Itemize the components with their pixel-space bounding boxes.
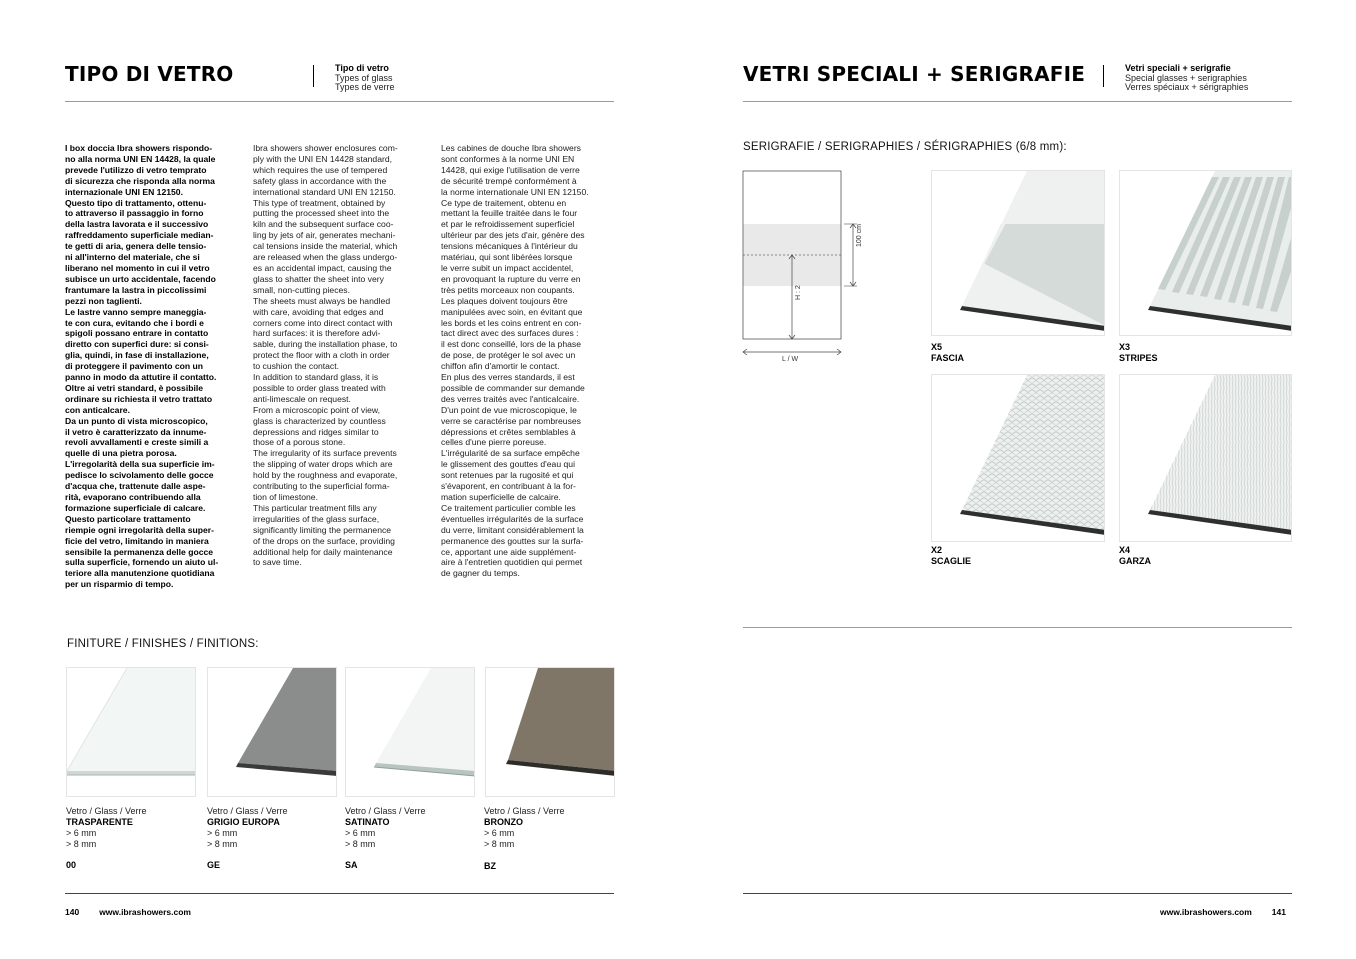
text-line: spigoli possano entrare in contatto: [65, 328, 209, 339]
text-line: il est donc conseillé, lors de la phase: [441, 339, 581, 350]
text-line: celles d'une pierre poreuse.: [441, 437, 547, 448]
text-line: corners come into direct contact with: [253, 317, 393, 328]
text-line: de sécurité trempé conformément à: [441, 175, 577, 186]
text-line: L'irrégularité de sa surface empêche: [441, 448, 580, 459]
subtitle-fr: Verres spéciaux + sérigraphies: [1125, 82, 1249, 93]
page-title-left: TIPO DI VETRO: [65, 62, 234, 86]
text-line: sont retenues par la rugosité et qui: [441, 470, 574, 481]
serigraphy-swatch-scaglie: [931, 374, 1105, 542]
text-line: depressions and ridges similar to: [253, 426, 379, 437]
finish-thickness: > 8 mm: [66, 839, 97, 849]
page-number: 140: [65, 907, 80, 917]
text-line: matériau, qui sont libérées lorsque: [441, 252, 573, 263]
text-line: Les plaques doivent toujours être: [441, 295, 568, 306]
text-line: to save time.: [253, 557, 302, 568]
text-line: s'évaporent, en contribuant à la for-: [441, 481, 576, 492]
text-line: internazionale UNI EN 12150.: [65, 186, 183, 197]
serigraphy-swatch-stripes: [1119, 170, 1292, 336]
finish-thickness: > 6 mm: [66, 828, 97, 838]
finish-caption-trasparente: [66, 806, 147, 850]
finish-swatch-satinato: [345, 667, 475, 797]
text-line: safety glass in accordance with the: [253, 175, 387, 186]
serigraphy-name: GARZA: [1119, 556, 1151, 566]
subtitle-main: Vetri speciali + serigrafie: [1125, 63, 1231, 73]
text-line: per un risparmio di tempo.: [65, 579, 174, 590]
text-line: Ce type de traitement, obtenu en: [441, 197, 567, 208]
text-line: contributing to the superficial forma-: [253, 481, 390, 492]
text-line: la norme internationale UNI EN 12150.: [441, 186, 589, 197]
text-line: to attraverso il passaggio in forno: [65, 208, 204, 219]
subtitle-en: Types of glass: [335, 72, 393, 83]
text-line: Questo particolare trattamento: [65, 513, 191, 524]
serigraphies-heading: SERIGRAFIE / SERIGRAPHIES / SÉRIGRAPHIES (6/8 mm):: [743, 141, 1067, 153]
text-line: protect the floor with a cloth in order: [253, 350, 390, 361]
serigraphy-name: FASCIA: [931, 353, 965, 363]
text-line: permanence des gouttes sur la surfa-: [441, 535, 584, 546]
footer-url[interactable]: www.ibrashowers.com: [1160, 907, 1252, 917]
text-line: This particular treatment fills any: [253, 502, 377, 513]
text-line: The sheets must always be handled: [253, 295, 391, 306]
text-line: D'un point de vue microscopique, le: [441, 404, 577, 415]
text-line: de pose, de protéger le sol avec un: [441, 350, 576, 361]
text-line: significantly limiting the permanence: [253, 524, 392, 535]
text-line: te con cura, evitando che i bordi e: [65, 317, 204, 328]
finish-thickness: > 6 mm: [345, 828, 376, 838]
text-line: ultérieur par des jets d'air, génère des: [441, 230, 585, 241]
text-line: Oltre ai vetri standard, è possibile: [65, 382, 204, 393]
serigraphy-name: STRIPES: [1119, 353, 1158, 363]
finish-thickness: > 6 mm: [207, 828, 238, 838]
text-line: sulla superficie, fornendo un aiuto ul-: [65, 557, 219, 568]
text-line: tact direct avec des surfaces dures :: [441, 328, 579, 339]
text-line: glia, quindi, in fase di installazione,: [65, 350, 209, 361]
finish-name: BRONZO: [484, 817, 523, 827]
fascia-dimension-diagram: [740, 168, 870, 368]
text-line: revoli avvallamenti e creste simili a: [65, 437, 209, 448]
header-rule-right: [743, 101, 1292, 102]
text-line: rità, evaporano contribuendo alla: [65, 492, 201, 502]
text-line: les bords et les coins entrent en con-: [441, 317, 582, 328]
finish-caption-grigio-europa: [207, 806, 288, 850]
text-line: de gagner du temps.: [441, 568, 520, 579]
footer-right: [1160, 907, 1286, 917]
text-line: hard surfaces: it is therefore advi-: [253, 328, 381, 339]
text-line: te getti di aria, genera delle tensio-: [65, 241, 207, 252]
text-line: are released when the glass undergo-: [253, 252, 398, 263]
serigraphy-caption-stripes: [1119, 342, 1158, 364]
text-line: irregularities of the glass surface,: [253, 513, 380, 524]
text-line: with care, avoiding that edges and: [253, 306, 384, 317]
finish-name: TRASPARENTE: [66, 817, 133, 827]
text-line: prevede l'utilizzo di vetro temprato: [65, 164, 207, 175]
text-line: additional help for daily maintenance: [253, 546, 393, 557]
page-title-right: VETRI SPECIALI + SERIGRAFIE: [743, 62, 1086, 86]
serigraphy-code: X4: [1119, 545, 1131, 555]
finish-type: Vetro / Glass / Verre: [484, 806, 565, 816]
serigraphy-caption-garza: [1119, 545, 1151, 567]
subtitle-right: [1125, 64, 1248, 93]
text-line: raffreddamento superficiale median-: [65, 230, 214, 241]
subtitle-divider-left: [313, 65, 314, 87]
serigraphy-name: SCAGLIE: [931, 556, 972, 566]
text-line: pedisce lo scivolamento delle gocce: [65, 470, 214, 481]
text-line: sensibile la permanenza delle gocce: [65, 546, 214, 557]
finishes-heading: FINITURE / FINISHES / FINITIONS:: [67, 638, 259, 650]
text-line: Les cabines de douche Ibra showers: [441, 143, 581, 153]
text-line: international standard UNI EN 12150.: [253, 186, 396, 197]
finish-code: GE: [207, 860, 221, 870]
subtitle-left: [335, 64, 395, 93]
text-line: manipulées avec soin, en évitant que: [441, 306, 583, 317]
height-dimension-label: 100 cm: [856, 224, 863, 247]
text-line: très petits morceaux non coupants.: [441, 284, 575, 295]
text-line: teriore alla manutenzione quotidiana: [65, 568, 215, 579]
footer-rule-left: [65, 893, 614, 894]
serigraphy-caption-scaglie: [931, 545, 971, 567]
text-line: en provoquant la rupture du verre en: [441, 273, 581, 284]
text-line: glass is characterized by countless: [253, 415, 386, 426]
text-line: éventuelles irrégularités de la surface: [441, 513, 584, 524]
text-line: mation superficielle de calcaire.: [441, 492, 561, 502]
finish-name: SATINATO: [345, 817, 390, 827]
text-line: formazione superficiale di calcare.: [65, 502, 206, 513]
finish-type: Vetro / Glass / Verre: [207, 806, 288, 816]
subtitle-fr: Types de verre: [335, 82, 395, 93]
subtitle-main: Tipo di vetro: [335, 63, 389, 73]
text-line: Questo tipo di trattamento, ottenu-: [65, 197, 207, 208]
section-rule-right: [743, 627, 1292, 628]
text-line: di sicurezza che risponda alla norma: [65, 175, 215, 186]
text-line: della lastra lavorata e il successivo: [65, 219, 209, 230]
text-line: panno in modo da attutire il contatto.: [65, 372, 217, 383]
text-line: of the drops on the surface, providing: [253, 535, 395, 546]
text-line: En plus des verres standards, il est: [441, 372, 575, 383]
text-line: 14428, qui exige l'utilisation de verre: [441, 164, 580, 175]
finish-code: BZ: [484, 861, 496, 871]
text-line: small, non-cutting pieces.: [253, 284, 350, 295]
text-line: dépressions et crêtes semblables à: [441, 426, 576, 437]
text-line: Le lastre vanno sempre maneggia-: [65, 306, 207, 317]
width-dimension-label: L / W: [782, 356, 799, 363]
finish-thickness: > 8 mm: [484, 839, 515, 849]
finish-thickness: > 8 mm: [207, 839, 238, 849]
finish-code: SA: [345, 860, 358, 870]
text-line: ce, apportant une aide supplément-: [441, 546, 577, 557]
serigraphy-caption-fascia: [931, 342, 964, 364]
text-line: From a microscopic point of view,: [253, 404, 381, 415]
text-line: liberano nel momento in cui il vetro: [65, 262, 210, 273]
finish-swatch-grigio-europa: [207, 667, 337, 797]
text-line: Ce traitement particulier comble les: [441, 502, 576, 513]
text-line: I box doccia Ibra showers rispondo-: [65, 143, 213, 153]
text-line: glass to shatter the sheet into very: [253, 273, 384, 284]
text-line: The irregularity of its surface prevents: [253, 448, 397, 459]
text-line: du verre, limitant considérablement la: [441, 524, 584, 535]
finish-code: 00: [66, 860, 77, 870]
text-line: hold by the roughness and evaporate,: [253, 470, 398, 481]
text-line: ling by jets of air, generates mechani-: [253, 230, 396, 241]
text-line: riempie ogni irregolarità della super-: [65, 524, 214, 535]
text-line: con anticalcare.: [65, 404, 130, 415]
text-line: mettant la feuille traitée dans le four: [441, 208, 578, 219]
text-line: diretto con superfici dure: si consi-: [65, 339, 209, 350]
footer-rule-right: [743, 893, 1292, 894]
text-line: Ibra showers shower enclosures com-: [253, 143, 398, 153]
serigraphy-swatch-garza: [1119, 374, 1292, 542]
footer-url[interactable]: www.ibrashowers.com: [99, 907, 191, 917]
text-line: which requires the use of tempered: [253, 164, 388, 175]
text-line: subisce un urto accidentale, facendo: [65, 273, 216, 284]
text-line: L'irregolarità della sua superficie im-: [65, 459, 215, 470]
text-line: ply with the UNI EN 14428 standard,: [253, 153, 393, 164]
text-line: le glissement des gouttes d'eau qui: [441, 459, 575, 470]
text-line: et par le refroidissement superficiel: [441, 219, 575, 230]
serigraphy-code: X5: [931, 342, 943, 352]
text-line: quelle di una pietra porosa.: [65, 448, 177, 459]
text-line: verre se caractérise par nombreuses: [441, 415, 581, 426]
text-line: le verre subit un impact accidentel,: [441, 262, 574, 273]
finish-name: GRIGIO EUROPA: [207, 817, 280, 827]
header-rule-left: [65, 101, 614, 102]
text-line: those of a porous stone.: [253, 437, 346, 448]
footer-left: [65, 907, 191, 917]
text-line: frantumare la lastra in piccolissimi: [65, 284, 207, 295]
finish-type: Vetro / Glass / Verre: [66, 806, 147, 816]
serigraphy-swatch-fascia: [931, 170, 1105, 336]
text-line: possible to order glass treated with: [253, 382, 386, 393]
text-line: the slipping of water drops which are: [253, 459, 393, 470]
page-number: 141: [1271, 907, 1286, 917]
text-line: This type of treatment, obtained by: [253, 197, 386, 208]
text-line: ni all'interno del materiale, che si: [65, 252, 200, 263]
text-line: tion of limestone.: [253, 492, 318, 502]
finish-swatch-bronzo: [485, 667, 615, 797]
text-line: d'acqua che, trattenute dalle aspe-: [65, 481, 206, 492]
text-line: no alla norma UNI EN 14428, la quale: [65, 153, 216, 164]
text-line: sont conformes à la norme UNI EN: [441, 153, 575, 164]
text-line: es an accidental impact, causing the: [253, 262, 392, 273]
serigraphy-code: X3: [1119, 342, 1131, 352]
text-line: sable, during the installation phase, to: [253, 339, 398, 350]
text-line: pezzi non taglienti.: [65, 295, 142, 306]
text-line: chiffon afin d'amortir le contact.: [441, 361, 560, 372]
text-column-french: [441, 143, 621, 579]
text-column-italian: [65, 143, 245, 590]
finish-caption-satinato: [345, 806, 426, 850]
text-line: ordinare su richiesta il vetro trattato: [65, 393, 213, 404]
text-line: to cushion the contact.: [253, 361, 339, 372]
text-line: Da un punto di vista microscopico,: [65, 415, 208, 426]
finish-swatch-trasparente: [66, 667, 196, 797]
finish-thickness: > 8 mm: [345, 839, 376, 849]
finish-thickness: > 6 mm: [484, 828, 515, 838]
text-line: anti-limescale on request.: [253, 393, 351, 404]
text-line: In addition to standard glass, it is: [253, 372, 379, 383]
text-line: kiln and the subsequent surface coo-: [253, 219, 394, 230]
text-line: des verres traités avec l'anticalcaire.: [441, 393, 580, 404]
text-line: il vetro è caratterizzato da innume-: [65, 426, 207, 437]
text-column-english: [253, 143, 433, 568]
subtitle-en: Special glasses + serigraphies: [1125, 72, 1247, 83]
text-line: aire à l'entretien quotidien qui permet: [441, 557, 583, 568]
text-line: tensions mécaniques à l'intérieur du: [441, 241, 578, 252]
finish-caption-bronzo: [484, 806, 565, 850]
text-line: possible de commander sur demande: [441, 382, 585, 393]
finish-type: Vetro / Glass / Verre: [345, 806, 426, 816]
text-line: ficie del vetro, limitando in maniera: [65, 535, 209, 546]
subtitle-divider-right: [1103, 65, 1104, 87]
serigraphy-code: X2: [931, 545, 943, 555]
text-line: putting the processed sheet into the: [253, 208, 390, 219]
text-line: cal tensions inside the material, which: [253, 241, 398, 252]
half-height-label: H : 2: [795, 285, 802, 300]
text-line: di proteggere il pavimento con un: [65, 361, 203, 372]
